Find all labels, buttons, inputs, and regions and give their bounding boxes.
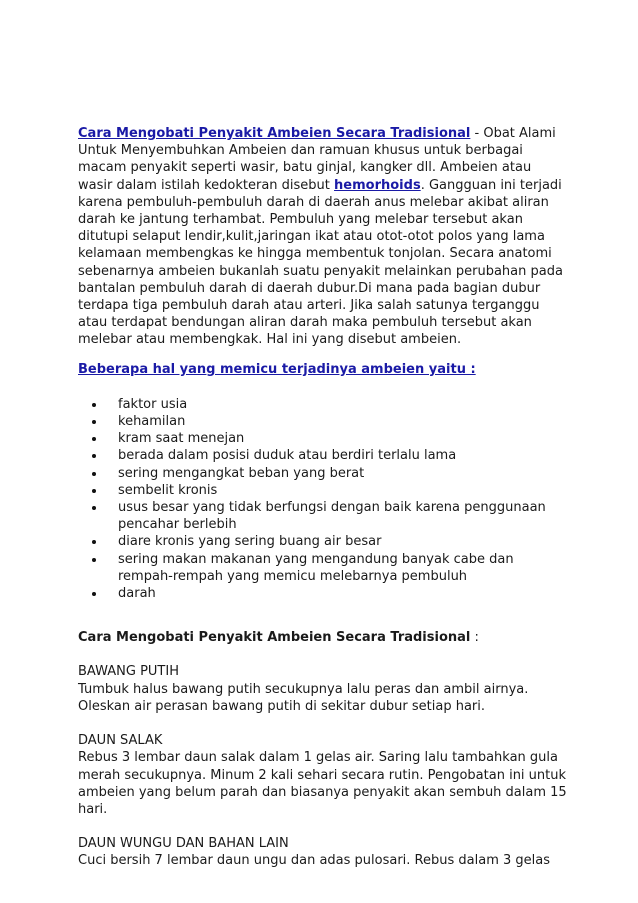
- remedy-section-daun-wungu: [78, 835, 568, 869]
- remedy-body: Cuci bersih 7 lembar daun ungu dan adas pulosari. Rebus dalam 3 gelas: [78, 853, 550, 869]
- intro-paragraph: [78, 125, 568, 349]
- list-item: berada dalam posisi duduk atau berdiri terlalu lama: [118, 447, 568, 464]
- list-item: sembelit kronis: [118, 482, 568, 499]
- intro-text-2: . Gangguan ini terjadi karena pembuluh-pembuluh darah di daerah anus melebar akibat aliran darah ke jantung terhambat. Pembuluh yang melebar tersebut akan ditutupi selaput lendir,kulit,jaringan ikat atau otot-otot polos yang lama kelamaan membengkas ke hingga membentuk tonjolan. Secara anatomi sebenarnya ambeien bukanlah suatu penyakit melainkan perubahan pada bantalan pembuluh darah di daerah dubur.Di mana pada bagian dubur terdapa tiga pembuluh darah atau arteri. Jika salah satunya terganggu atau terdapat bendungan aliran darah maka pembuluh tersebut akan melebar atau membengkak. Hal ini yang disebut ambeien.: [78, 177, 563, 348]
- causes-heading-link[interactable]: Beberapa hal yang memicu terjadinya ambeien yaitu :: [78, 361, 476, 377]
- remedy-section-daun-salak: [78, 732, 568, 818]
- article-body: [78, 125, 568, 870]
- list-item: darah: [118, 585, 568, 602]
- list-item: usus besar yang tidak berfungsi dengan baik karena penggunaan pencahar berlebih: [118, 499, 568, 533]
- list-item: kehamilan: [118, 413, 568, 430]
- remedy-section-bawang-putih: [78, 663, 568, 715]
- list-item: diare kronis yang sering buang air besar: [118, 533, 568, 550]
- remedy-heading: BAWANG PUTIH: [78, 664, 179, 680]
- intro-text-1: - Obat Alami Untuk Menyembuhkan Ambeien dan ramuan khusus untuk berbagai macam penyakit seperti wasir, batu ginjal, kangker dll. Ambeien atau wasir dalam istilah kedokteran disebut: [78, 126, 556, 193]
- remedy-heading: DAUN SALAK: [78, 733, 163, 749]
- list-item: sering mengangkat beban yang berat: [118, 465, 568, 482]
- causes-heading: [78, 361, 568, 378]
- list-item: faktor usia: [118, 396, 568, 413]
- causes-list: [78, 396, 568, 602]
- remedy-body: Tumbuk halus bawang putih secukupnya lalu peras dan ambil airnya. Oleskan air perasan bawang putih di sekitar dubur setiap hari.: [78, 681, 529, 714]
- article-title-link[interactable]: Cara Mengobati Penyakit Ambeien Secara Tradisional: [78, 126, 471, 141]
- remedies-title-text: Cara Mengobati Penyakit Ambeien Secara Tradisional: [78, 630, 471, 646]
- hemorhoids-link[interactable]: hemorhoids: [334, 177, 421, 193]
- remedy-body: Rebus 3 lembar daun salak dalam 1 gelas air. Saring lalu tambahkan gula merah secukupnya. Minum 2 kali sehari secara rutin. Pengobatan ini untuk ambeien yang belum parah dan biasanya penyakit akan sembuh dalam 15 hari.: [78, 750, 567, 817]
- list-item: sering makan makanan yang mengandung banyak cabe dan rempah-rempah yang memicu melebarnya pembuluh: [118, 551, 568, 585]
- list-item: kram saat menejan: [118, 430, 568, 447]
- remedies-title-suffix: :: [470, 630, 479, 646]
- remedies-title: [78, 629, 568, 646]
- remedy-heading: DAUN WUNGU DAN BAHAN LAIN: [78, 836, 289, 852]
